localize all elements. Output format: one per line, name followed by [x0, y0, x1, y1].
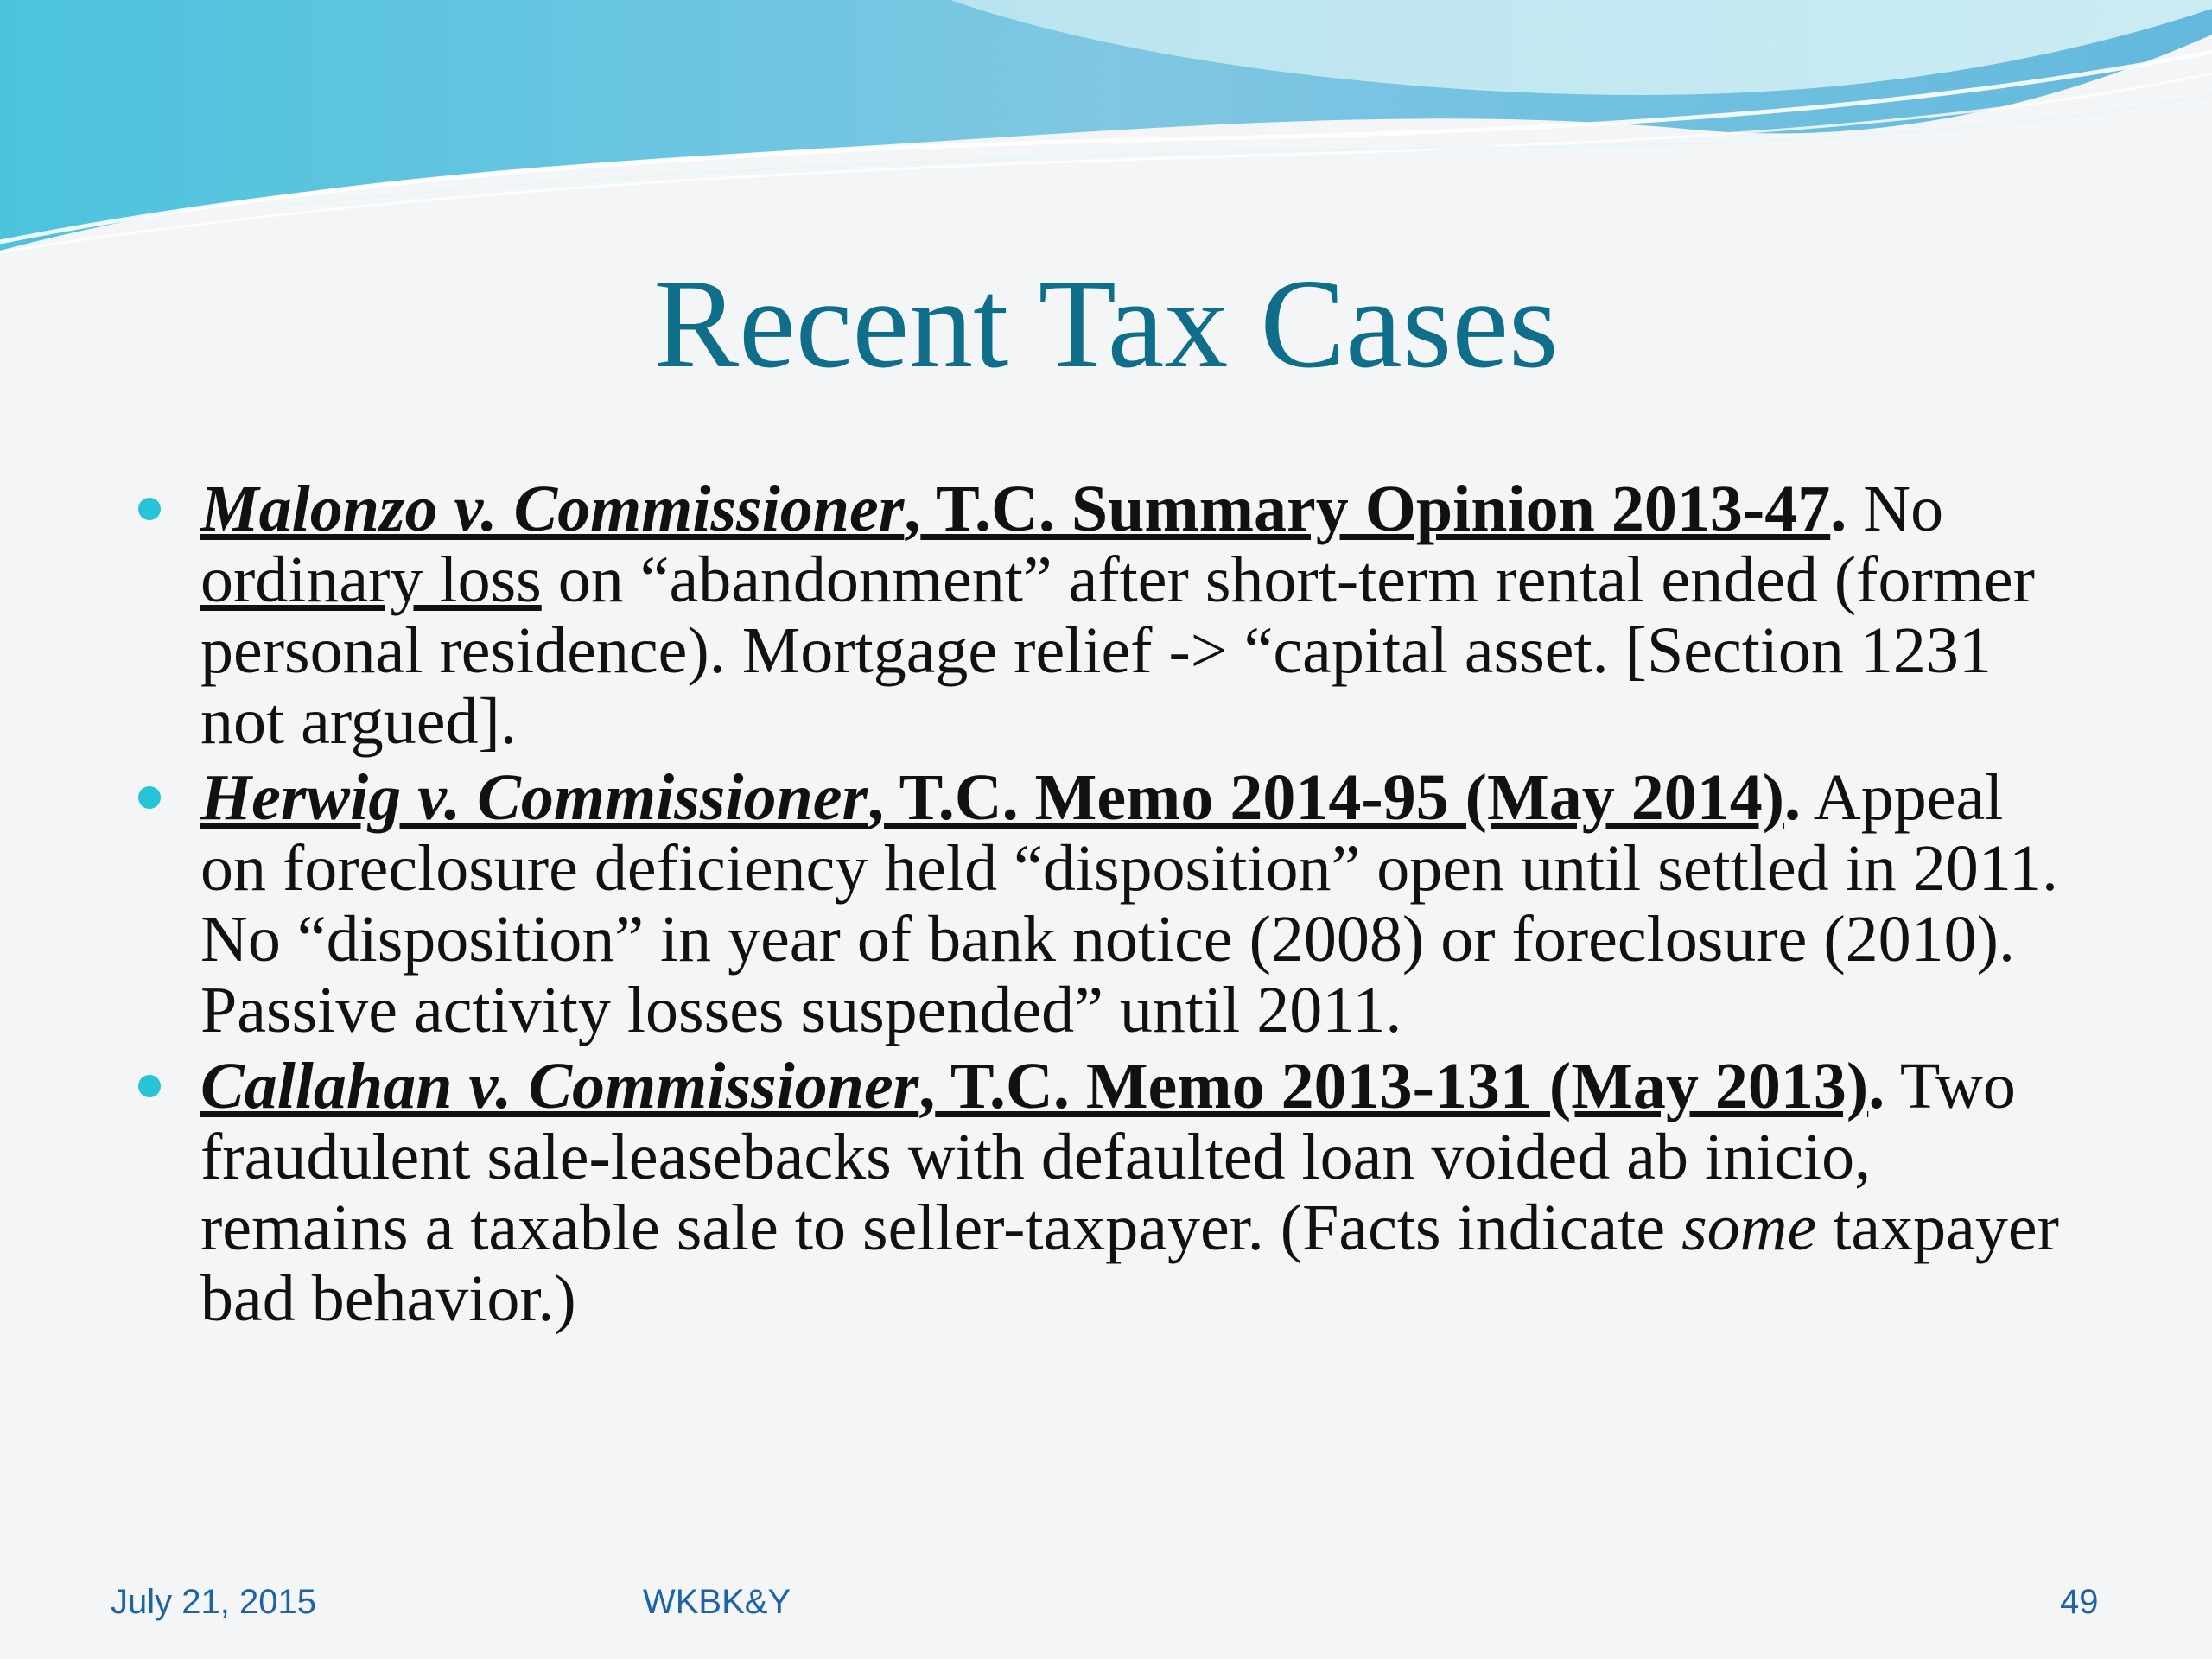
emphasis-text: some — [1681, 1192, 1817, 1264]
page-number: 49 — [2060, 1583, 2099, 1621]
bullet-callahan — [138, 1051, 2074, 1334]
underlined-term: ordinary loss — [200, 543, 542, 616]
bullet-dot-icon — [138, 786, 161, 809]
wave-decoration — [0, 0, 2212, 259]
footer-org: WKBK&Y — [643, 1583, 791, 1621]
case-citation: T.C. Memo 2013-131 (May 2013) — [935, 1050, 1869, 1122]
case-text: taxpayer bad behavior.) — [200, 1192, 2059, 1335]
citation-period: . — [1868, 1050, 1885, 1122]
case-text: on “abandonment” after short-term rental ended (former personal residence). Mortgage relief -> “capital asset. [Section 1231 not argued]. — [200, 543, 2035, 758]
bullet-herwig — [138, 762, 2074, 1046]
case-name: Herwig v. Commissioner — [200, 761, 868, 834]
case-name: Malonzo v. Commissioner — [200, 473, 905, 545]
bullet-dot-icon — [138, 498, 161, 520]
bullet-malonzo — [138, 474, 2074, 757]
citation-period: . — [1784, 761, 1802, 834]
case-text: Appeal on foreclosure deficiency held “disposition” open until settled in 2011. No “disposition” in year of bank notice (2008) or foreclosure (2010). Passive activity losses suspended” until 2011. — [200, 761, 2058, 1046]
case-citation: T.C. Summary Opinion 2013-47 — [920, 473, 1831, 545]
comma: , — [904, 473, 921, 545]
bullet-dot-icon — [138, 1075, 161, 1097]
slide-title: Recent Tax Cases — [653, 253, 1559, 395]
comma: , — [918, 1050, 936, 1122]
case-text: Two fraudulent sale-leasebacks with defaulted loan voided ab inicio, remains a taxable sale to seller-taxpayer. (Facts indicate — [200, 1050, 2016, 1264]
citation-period: . — [1830, 473, 1847, 545]
case-text: No — [1847, 473, 1944, 545]
bullet-list — [138, 474, 2074, 1339]
comma: , — [868, 761, 885, 834]
case-name: Callahan v. Commissioner — [200, 1050, 919, 1122]
case-citation: T.C. Memo 2014-95 (May 2014) — [884, 761, 1785, 834]
footer-date: July 21, 2015 — [111, 1583, 316, 1621]
